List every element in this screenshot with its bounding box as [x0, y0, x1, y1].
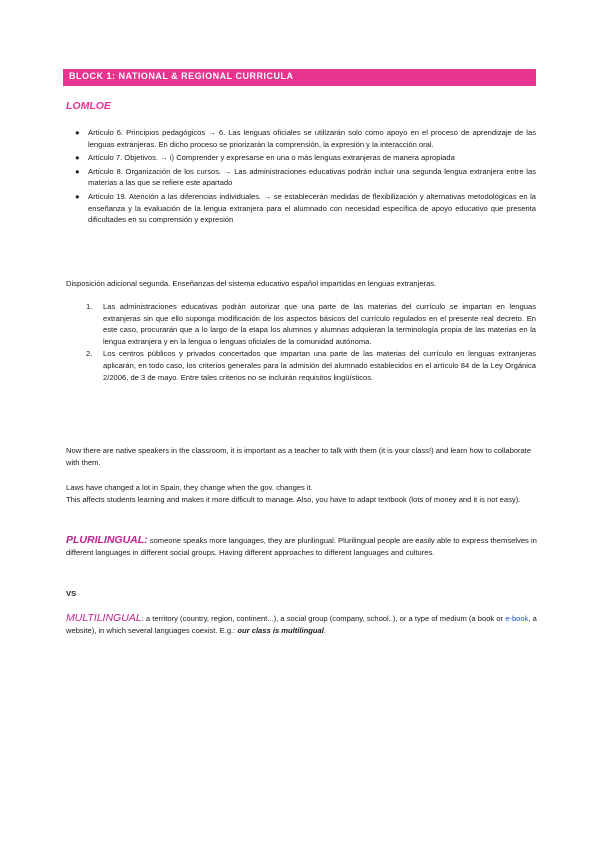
native-speakers-paragraph: Now there are native speakers in the classroom, it is important as a teacher to talk with them (it is your class!) and learn how to collaborate with them.	[66, 446, 532, 467]
article-list	[75, 127, 536, 228]
plurilingual-definition: PLURILINGUAL: someone speaks more languages, they are plurilingual. Plurilingual people are easily able to express themselves in different languages in different social groups. Having different approaches to different languages and cultures.	[66, 534, 537, 557]
list-item: 1. Las administraciones educativas podrán autorizar que una parte de las materias del currículo se impartan en lenguas extranjeras sin que ello suponga modificación de los aspectos básicos del currículo regulados en el presente real decreto. En este caso, procurarán que a lo largo de la etapa los alumnos y alumnas adquieran la terminología propia de las materias en la lengua extranjera y en la lengua o lenguas oficiales de la comunidad autónoma.	[86, 302, 536, 346]
list-item: ● Artículo 8. Organización de los cursos. → Las administraciones educativas podrán incluir una segunda lengua extranjera entre las materias a las que se refiere este apartado	[75, 166, 536, 188]
bullet-icon: ●	[75, 128, 80, 137]
list-item: ● Artículo 19. Atención a las diferencias individuales. → se establecerán medidas de flexibilización y alternativas metodológicas en la enseñanza y la evaluación de la lengua extranjera para el alumnado con necesidad específica de apoyo educativo que presenta dificultades en su comprensión y expresión	[75, 191, 536, 225]
numbered-list	[86, 301, 536, 384]
example-text: our class is multilingual	[237, 625, 324, 635]
section-title: LOMLOE	[66, 100, 111, 112]
section-banner	[63, 69, 536, 86]
bullet-icon: ●	[75, 166, 80, 176]
laws-paragraph: Laws have changed a lot in Spain, they change when the gov. changes it. This affects students learning and makes it more difficult to manage. Also, you have to adapt textbook (lots of money and it is not easy).	[66, 483, 521, 504]
multilingual-term: MULTILINGUAL	[66, 612, 142, 624]
list-item: ● Artículo 6. Principios pedagógicos → 6. Las lenguas oficiales se utilizarán solo como apoyo en el proceso de aprendizaje de las lenguas extranjeras. En dicho proceso se priorizarán la comprensión, la expresión y la interacción oral.	[75, 128, 536, 149]
ebook-link[interactable]: e-book	[505, 614, 529, 623]
banner-title: BLOCK 1: NATIONAL & REGIONAL CURRICULA	[69, 71, 294, 81]
list-item: 2. Los centros públicos y privados concertados que impartan una parte de las materias del currículo en lenguas extranjeras aplicarán, en todo caso, los criterios generales para la admisión del alumnado establecidos en el artículo 84 de la Ley Orgánica 2/2006, de 3 de mayo. Entre tales criterios no se incluirán requisitos lingüísticos.	[86, 349, 536, 382]
plurilingual-term: PLURILINGUAL:	[66, 534, 148, 546]
list-item: ● Artículo 7. Objetivos. → i) Comprender y expresarse en una o más lenguas extranjeras de manera apropiada	[75, 153, 455, 163]
vs-label: VS	[66, 589, 77, 598]
bullet-icon: ●	[75, 191, 80, 201]
disposicion-paragraph: Disposición adicional segunda. Enseñanzas del sistema educativo español impartidas en lenguas extranjeras.	[66, 279, 437, 288]
bullet-icon: ●	[75, 153, 80, 163]
multilingual-definition: MULTILINGUAL: a territory (country, region, continent...), a social group (company, school..), or a type of medium (a book or e-book, a website), in which several languages coexist. E.g.: our class is multilingual.	[66, 612, 537, 635]
